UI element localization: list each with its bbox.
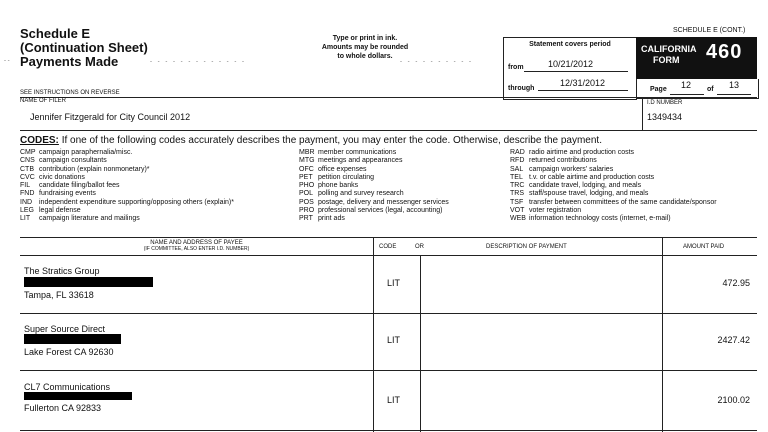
from-label: from: [508, 64, 524, 71]
page-value: 12: [681, 80, 692, 90]
code-row: [510, 199, 717, 207]
code-abbrev: FND: [20, 190, 35, 198]
codes-column-1: [20, 149, 234, 224]
codes-column-2: [299, 149, 449, 224]
payee-name: The Stratics Group: [24, 266, 100, 276]
payee-header-line-1: NAME AND ADDRESS OF PAYEE: [150, 240, 243, 246]
through-value: 12/31/2012: [560, 78, 606, 88]
note-line-1: Type or print in ink.: [332, 35, 398, 42]
code-abbrev: MBR: [299, 149, 315, 156]
faint-dashes-right: - - - - - - - - - -: [400, 59, 473, 65]
code-row: [20, 182, 234, 190]
code-desc: petition circulating: [318, 173, 375, 181]
code-abbrev: TEL: [510, 173, 523, 181]
code-desc: candidate travel, lodging, and meals: [529, 182, 642, 190]
code-row: [299, 215, 449, 223]
code-desc: information technology costs (internet, e-mail): [529, 215, 671, 223]
code-desc: print ads: [318, 215, 345, 223]
code-desc: postage, delivery and messenger services: [318, 198, 449, 206]
code-row: [510, 174, 717, 182]
code-abbrev: RAD: [510, 149, 525, 156]
page-label: Page: [650, 86, 667, 93]
code-desc: radio airtime and production costs: [529, 149, 635, 156]
code-desc: fundraising events: [39, 190, 96, 198]
header-bottom-rule: [20, 255, 757, 256]
amount-paid: 472.95: [722, 278, 750, 288]
code-row: [20, 207, 234, 215]
from-line: [524, 71, 628, 72]
payee-column-header: [20, 240, 373, 252]
code-row: [510, 182, 717, 190]
code-desc: campaign workers' salaries: [529, 165, 614, 173]
code-desc: campaign literature and mailings: [39, 215, 140, 223]
from-value: 10/21/2012: [548, 59, 594, 69]
codes-heading-text: If one of the following codes accurately describes the payment, you may enter the code. Otherwise, describe the payment.: [61, 135, 602, 146]
amount-column-header: AMOUNT PAID: [683, 244, 725, 250]
code-row: [510, 207, 717, 215]
title-line-2: (Continuation Sheet): [20, 40, 148, 55]
of-line: [717, 94, 751, 95]
code-abbrev: VOT: [510, 207, 525, 215]
redacted-street-address: [24, 334, 121, 344]
form-460-badge: [636, 37, 757, 79]
code-abbrev: TRS: [510, 190, 524, 198]
code-row: [20, 199, 234, 207]
code-abbrev: PHO: [299, 182, 315, 190]
code-desc: campaign paraphernalia/misc.: [39, 149, 133, 156]
code-row: [20, 190, 234, 198]
code-abbrev: MTG: [299, 157, 315, 165]
code-row: [299, 166, 449, 174]
code-desc: candidate filing/ballot fees: [39, 182, 120, 190]
through-label: through: [508, 85, 535, 92]
payee-city: Fullerton CA 92833: [24, 403, 102, 413]
filer-divider: [642, 97, 643, 130]
amount-paid: 2100.02: [717, 395, 750, 405]
code-row: [510, 215, 717, 223]
id-number-value: 1349434: [647, 112, 683, 122]
ink-note: [300, 34, 430, 61]
filer-bottom-rule: [20, 130, 757, 131]
statement-title: Statement covers period: [529, 41, 611, 48]
or-col-divider: [420, 255, 421, 432]
schedule-title: [20, 27, 148, 69]
code-abbrev: CTB: [20, 165, 34, 173]
code-row: [299, 174, 449, 182]
or-column-header: OR: [415, 244, 424, 250]
code-row: [299, 157, 449, 165]
title-line-1: Schedule E: [20, 26, 91, 41]
title-line-3: Payments Made: [20, 54, 119, 69]
code-desc: meetings and appearances: [318, 157, 403, 165]
form-label: FORM: [653, 55, 680, 65]
amount-paid: 2427.42: [717, 335, 750, 345]
code-row: [299, 149, 449, 157]
code-abbrev: TSF: [510, 198, 524, 206]
payment-code: LIT: [387, 395, 401, 405]
code-desc: staff/spouse travel, lodging, and meals: [529, 190, 649, 198]
code-desc: office expenses: [318, 165, 367, 173]
code-abbrev: FIL: [20, 182, 31, 190]
page-number-box: [636, 79, 759, 99]
code-abbrev: WEB: [510, 215, 526, 223]
see-instructions: SEE INSTRUCTIONS ON REVERSE: [20, 90, 120, 96]
name-of-filer-label: NAME OF FILER: [20, 98, 67, 104]
payee-name: CL7 Communications: [24, 382, 111, 392]
code-column-header: CODE: [379, 244, 397, 250]
code-desc: member communications: [318, 149, 397, 156]
code-abbrev: IND: [20, 198, 33, 206]
code-abbrev: TRC: [510, 182, 525, 190]
code-row: [510, 149, 717, 157]
schedule-cont-label: SCHEDULE E (CONT.): [673, 27, 746, 34]
id-number-label: I.D NUMBER: [647, 100, 683, 106]
code-row: [20, 149, 234, 157]
page-line: [670, 94, 704, 95]
code-abbrev: CVC: [20, 173, 35, 181]
code-row: [20, 174, 234, 182]
of-value: 13: [729, 80, 740, 90]
codes-column-3: [510, 149, 717, 224]
payment-code: LIT: [387, 278, 401, 288]
code-row: [299, 190, 449, 198]
note-line-3: to whole dollars.: [337, 53, 393, 60]
code-col-divider: [373, 237, 374, 432]
code-row: [299, 199, 449, 207]
through-line: [538, 90, 628, 91]
code-row: [20, 215, 234, 223]
state-label: CALIFORNIA: [641, 44, 697, 54]
note-line-2: Amounts may be rounded: [321, 44, 409, 51]
code-desc: voter registration: [529, 207, 582, 215]
form-number: 460: [706, 41, 743, 63]
description-column-header: DESCRIPTION OF PAYMENT: [486, 244, 567, 250]
form-state-label: [641, 44, 697, 66]
code-abbrev: PET: [299, 173, 313, 181]
filer-name: Jennifer Fitzgerald for City Council 2012: [30, 112, 191, 122]
payee-header-line-2: (IF COMMITTEE, ALSO ENTER I.D. NUMBER): [143, 246, 250, 252]
code-row: [299, 182, 449, 190]
redacted-street-address: [24, 277, 153, 287]
payee-city: Tampa, FL 33618: [24, 290, 94, 300]
code-row: [20, 157, 234, 165]
payee-city: Lake Forest CA 92630: [24, 347, 114, 357]
codes-heading-bold: CODES:: [20, 135, 59, 146]
code-desc: transfer between committees of the same candidate/sponsor: [529, 198, 717, 206]
margin-mark: - -: [4, 58, 10, 64]
redacted-street-address: [24, 392, 132, 400]
code-abbrev: PRO: [299, 207, 315, 215]
codes-heading: [20, 135, 602, 146]
filer-top-rule: [20, 97, 757, 98]
code-row: [20, 166, 234, 174]
code-row: [510, 157, 717, 165]
code-desc: legal defense: [39, 207, 81, 215]
code-desc: independent expenditure supporting/opposing others (explain)*: [39, 198, 234, 206]
code-desc: returned contributions: [529, 157, 597, 165]
code-abbrev: LEG: [20, 207, 35, 215]
code-abbrev: LIT: [20, 215, 31, 223]
payee-name: Super Source Direct: [24, 324, 106, 334]
payment-code: LIT: [387, 335, 401, 345]
code-desc: campaign consultants: [39, 157, 107, 165]
code-row: [510, 190, 717, 198]
code-abbrev: RFD: [510, 157, 525, 165]
code-row: [510, 166, 717, 174]
code-desc: civic donations: [39, 173, 85, 181]
table-top-rule: [20, 237, 757, 238]
code-desc: t.v. or cable airtime and production costs: [529, 173, 655, 181]
code-abbrev: CNS: [20, 157, 35, 165]
code-desc: phone banks: [318, 182, 359, 190]
code-desc: professional services (legal, accounting): [318, 207, 443, 215]
faint-dashes-left: - - - - - - - - - - - - -: [150, 59, 246, 65]
code-abbrev: POL: [299, 190, 314, 198]
code-abbrev: POS: [299, 198, 314, 206]
code-abbrev: CMP: [20, 149, 36, 156]
code-abbrev: PRT: [299, 215, 313, 223]
code-abbrev: OFC: [299, 165, 314, 173]
code-desc: polling and survey research: [318, 190, 404, 198]
code-row: [299, 207, 449, 215]
amount-col-divider: [662, 237, 663, 432]
of-label: of: [707, 86, 714, 93]
row-1-bottom-rule: [20, 313, 757, 314]
code-abbrev: SAL: [510, 165, 524, 173]
statement-period-box: [503, 37, 637, 100]
code-desc: contribution (explain nonmonetary)*: [39, 165, 150, 173]
row-2-bottom-rule: [20, 370, 757, 371]
row-3-bottom-rule: [20, 430, 757, 431]
